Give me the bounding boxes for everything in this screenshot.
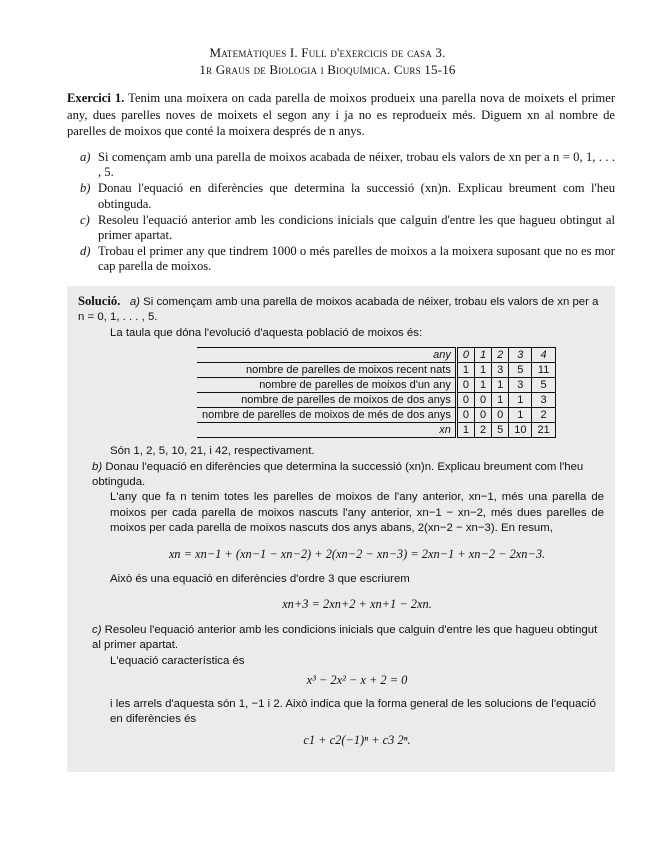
solution-c-body: [78, 654, 604, 749]
table-row: [197, 378, 555, 393]
table-row-label: nombre de parelles de moixos recent nats: [197, 363, 456, 378]
table-cell: 0: [456, 408, 474, 423]
table-cell: 0: [492, 408, 509, 423]
exercise-title: Exercici 1.: [67, 91, 125, 105]
table-row-label: any: [197, 348, 456, 363]
characteristic-equation: x³ − 2x² − x + 2 = 0: [306, 673, 408, 688]
part-d: [78, 244, 615, 274]
solution-a-label: a): [129, 296, 140, 308]
table-cell: 1: [474, 363, 491, 378]
table-cell: 1: [509, 408, 532, 423]
table-row: [197, 408, 555, 423]
table-cell: 0: [474, 408, 491, 423]
table-row: [197, 363, 555, 378]
table-cell: 4: [532, 348, 555, 363]
solution-c-text: Resoleu l'equació anterior amb les condicions inicials que calguin d'entre les que hagueu obtingut al primer apartat.: [92, 623, 598, 652]
table-cell: 10: [509, 423, 532, 438]
population-table: [197, 347, 556, 438]
part-text: Resoleu l'equació anterior amb les condicions inicials que calguin d'entre les que hagueu obtingut al primer apartat.: [98, 212, 615, 243]
table-cell: 1: [456, 423, 474, 438]
table-row-label: nombre de parelles de moixos de més de dos anys: [197, 408, 456, 423]
solution-b-label: b): [92, 460, 103, 473]
table-cell: 1: [456, 363, 474, 378]
table-cell: 1: [509, 393, 532, 408]
table-cell: 2: [474, 423, 491, 438]
table-cell: 3: [532, 393, 555, 408]
part-text: Si començam amb una parella de moixos acabada de néixer, trobau els valors de xn per a n = 0, 1, . . . , 5.: [98, 150, 615, 180]
header-subtitle: 1r Graus de Biologia i Bioquímica. Curs 15-16: [199, 62, 456, 77]
part-label: c): [80, 212, 90, 227]
solution-c-label: c): [92, 623, 102, 636]
solution-b-text: Donau l'equació en diferències que determina la successió (xn)n. Explicau breument com l'heu obtinguda.: [92, 460, 584, 489]
table-row: [197, 393, 555, 408]
table-row: [197, 423, 555, 438]
part-text: Donau l'equació en diferències que determina la successió (xn)n. Explicau breument com l'heu obtinguda.: [98, 181, 615, 211]
roots-text: i les arrels d'aquesta són 1, −1 i 2. Això indica que la forma general de les solucions de l'equació en diferències és: [110, 697, 596, 725]
exercise-statement: [67, 90, 615, 140]
table-cell: 1: [474, 348, 491, 363]
table-cell: 2: [532, 408, 555, 423]
table-cell: 1: [492, 378, 509, 393]
exercise-text: Tenim una moixera on cada parella de moixos produeix una parella nova de moixets el primer any, dues parelles noves de moixets el segon any i ja no es reprodueix més. Diguem xn al nombre de parelles de moixos que conté la moixera després de n anys.: [67, 91, 616, 138]
table-cell: 0: [456, 378, 474, 393]
table-cell: 2: [492, 348, 509, 363]
general-solution: c1 + c2(−1)ⁿ + c3 2ⁿ.: [303, 733, 411, 748]
table-row-label: xn: [197, 423, 456, 438]
solution-a-body: [78, 326, 604, 460]
part-a: [78, 150, 615, 180]
part-label: b): [80, 181, 91, 196]
part-text: Trobau el primer any que tindrem 1000 o més parelles de moixos a la moixera suposant que no es mor cap parella de moixos.: [98, 244, 615, 274]
solution-b-body: [78, 490, 604, 612]
part-label: a): [80, 150, 91, 164]
part-b: [78, 181, 615, 211]
part-c: [78, 213, 615, 243]
table-cell: 11: [532, 363, 555, 378]
table-cell: 3: [492, 363, 509, 378]
table-cell: 5: [492, 423, 509, 438]
part-label: d): [80, 244, 91, 259]
exercise-parts: [78, 150, 615, 276]
solution-title: Solució.: [78, 294, 121, 308]
table-cell: 0: [456, 393, 474, 408]
characteristic-intro: L'equació característica és: [110, 654, 245, 667]
table-cell: 0: [456, 348, 474, 363]
table-cell: 21: [532, 423, 555, 438]
table-cell: 3: [509, 348, 532, 363]
header-title: Matemàtiques I. Full d'exercicis de casa 3.: [209, 45, 446, 60]
table-row-label: nombre de parelles de moixos d'un any: [197, 378, 456, 393]
solution-box: [67, 286, 615, 772]
recurrence-equation-shifted: xn+3 = 2xn+2 + xn+1 − 2xn.: [282, 597, 432, 612]
recurrence-equation: xn = xn−1 + (xn−1 − xn−2) + 2(xn−2 − xn−3) = 2xn−1 + xn−2 − 2xn−3.: [168, 546, 546, 561]
table-cell: 3: [509, 378, 532, 393]
table-cell: 5: [509, 363, 532, 378]
table-cell: 0: [474, 393, 491, 408]
solution-c-heading: [78, 623, 604, 654]
table-intro: La taula que dóna l'evolució d'aquesta població de moixos és:: [110, 326, 423, 339]
solution-a-text: Si començam amb una parella de moixos acabada de néixer, trobau els valors de xn per a n = 0, 1, . . . , 5.: [78, 296, 599, 324]
table-cell: 5: [532, 378, 555, 393]
solution-b-explanation: L'any que fa n tenim totes les parelles de moixos de l'any anterior, xn−1, més una parella de moixos per cada parella de moixos nascuts l'any anterior, xn−1 − xn−2, més dues parelles de moixos per cada parella de moixos nascuts dos anys abans, 2(xn−2 − xn−3). En resum,: [110, 491, 604, 535]
solution-b-order: Això és una equació en diferències d'ordre 3 que escriurem: [110, 573, 410, 586]
table-row-label: nombre de parelles de moixos de dos anys: [197, 393, 456, 408]
table-cell: 1: [474, 378, 491, 393]
solution-a-heading: [78, 294, 604, 326]
solution-b-heading: [78, 460, 604, 491]
solution-a-result: Són 1, 2, 5, 10, 21, i 42, respectivament.: [110, 445, 315, 458]
table-cell: 1: [492, 393, 509, 408]
document-header: [0, 44, 655, 78]
table-row: [197, 348, 555, 363]
